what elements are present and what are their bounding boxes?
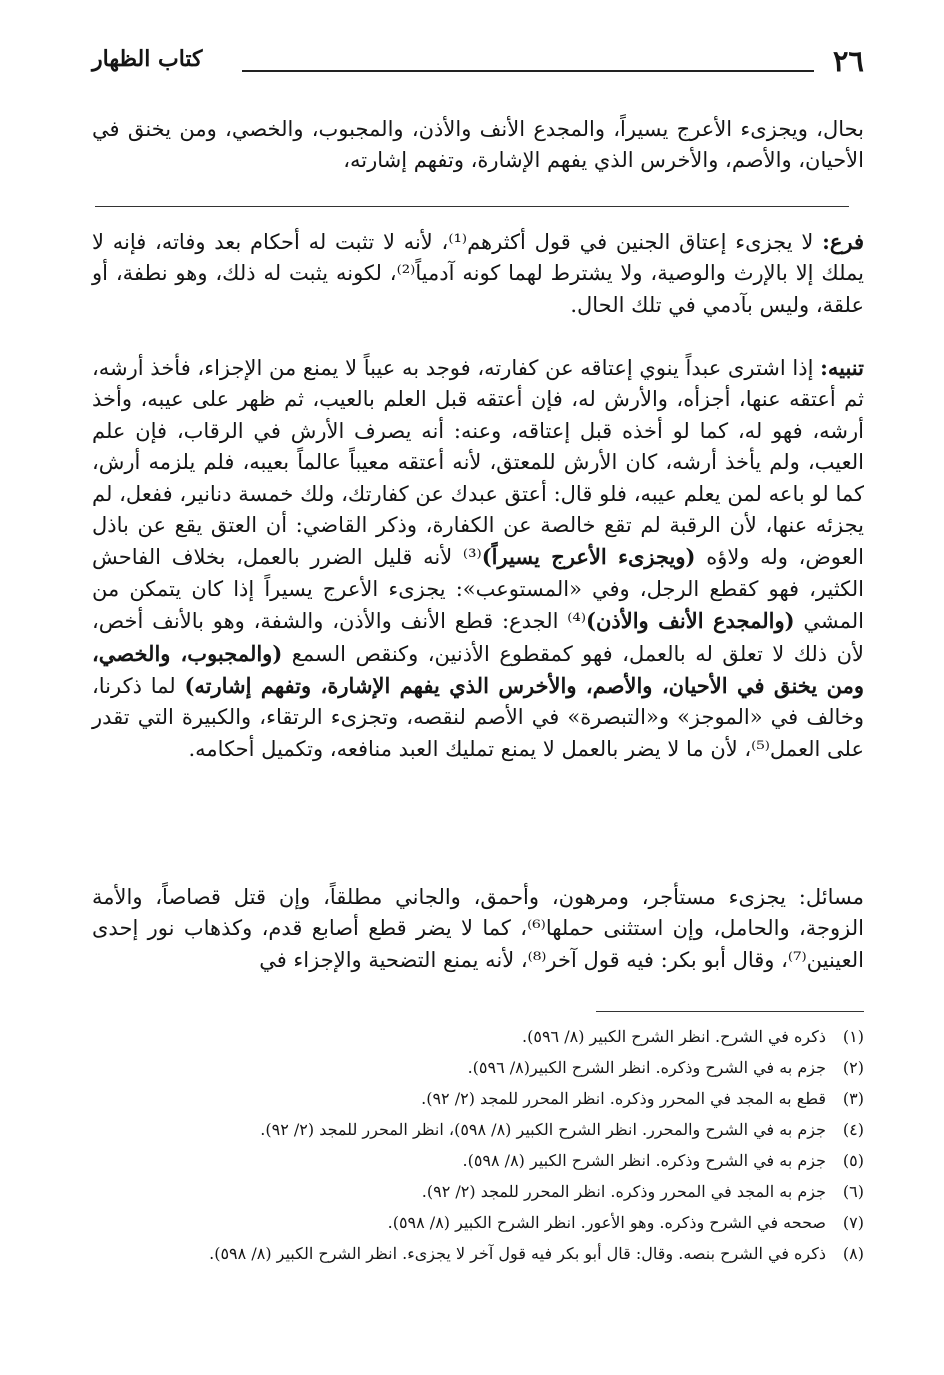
footnote-number: (٣) [842,1089,864,1108]
footnote [92,1052,864,1083]
header-rule [242,70,814,72]
footnote-rule [596,1011,864,1012]
footnote [92,1083,864,1114]
footnote [92,1176,864,1207]
running-title: كتاب الظهار [92,46,203,72]
tanbih-text-3: ⁽⁴⁾ الجدع: قطع الأنف والأذن، والشفة، وهو بالأنف أخص، لأن ذلك لا تعلق له بالعمل، فهو كمقطوع الأذنين، وكنقص السمع [92,609,864,666]
footnote [92,1207,864,1238]
footnote-text: صححه في الشرح وذكره. وهو الأعور. انظر الشرح الكبير (٨/ ٥٩٨). [387,1213,826,1232]
footnotes [92,1021,864,1269]
footnote-number: (٦) [842,1182,864,1201]
footnote-number: (٥) [842,1151,864,1170]
footnote [92,1238,864,1269]
masail-paragraph: مسائل: يجزىء مستأجر، ومرهون، وأحمق، والجاني مطلقاً، وإن قتل قصاصاً، والأمة الزوجة، والحامل، وإن استثنى حملها⁽⁶⁾، كما لا يضر قطع أصابع قدم، وكذهاب نور إحدى العينين⁽⁷⁾، وقال أبو بكر: فيه قول آخر⁽⁸⁾، لأنه يمنع التضحية والإجزاء في [92,885,864,972]
footnote-text: ذكره في الشرح. انظر الشرح الكبير (٨/ ٥٩٦). [522,1027,826,1046]
far-text: لا يجزىء إعتاق الجنين في قول أكثرهم⁽¹⁾، لأنه لا تثبت له أحكام بعد وفاته، فإنه لا يملك إلا بالإرث والوصية، ولا يشترط لهما كونه آدمياً⁽²⁾، لكونه يثبت له ذلك، وهو نطفة، أو علقة، وليس بآدمي في تلك الحال. [92,230,865,317]
footnote [92,1114,864,1145]
footnote-number: (٨) [842,1244,864,1263]
page-header [92,44,864,84]
tanbih-text-4: لما ذكرنا، وخالف في «الموجز» و«التبصرة» في الأصم لنقصه، وتجزىء الرتقاء، والكبيرة التي تقدر على العمل⁽⁵⁾، لأن ما لا يضر بالعمل لا يمنع تمليك العبد منافعه، وتكميل أحكامه. [92,674,864,761]
footnote-text: جزم به في الشرح والمحرر. انظر الشرح الكبير (٨/ ٥٩٨)، انظر المحرر للمجد (٢/ ٩٢). [260,1120,826,1139]
commentary-far [92,226,864,321]
tanbih-bold-3: (والمجبوب، والخصي، ومن يخنق في الأحيان، والأصم، والأخرس الذي يفهم الإشارة، وتفهم إشارته) [92,640,864,699]
tanbih-bold-2: (والمجدع الأنف والأذن) [586,608,795,634]
footnote-text: ذكره في الشرح بنصه. وقال: قال أبو بكر فيه قول آخر لا يجزىء. انظر الشرح الكبير (٨/ ٥٩٨). [209,1244,826,1263]
footnote [92,1021,864,1052]
footnote-text: جزم به في الشرح وذكره. انظر الشرح الكبير (٨/ ٥٩٨). [462,1151,826,1170]
footnote-number: (٧) [842,1213,864,1232]
footnote-number: (٢) [842,1058,864,1077]
tanbih-text-1: إذا اشترى عبداً ينوي إعتاقه عن كفارته، فوجد به عيباً لا يمنع من الإجزاء، فأخذ أرشه، ثم أعتقه عنها، أجزأه، والأرش له، فإن أعتقه قبل العلم بالعيب، ثم ظهر على عيبه، وأخذ أرشه، فهو له، كما لو أخذه قبل إعتاقه، وعنه: أنه يصرف الأرش في الرقاب، فإن علم العيب، ولم يأخذ أرشه، كان الأرش للمعتق، لأنه أعتقه معيباً عالماً بعيبه، فلم يلزمه أرش، كما لو باعه لمن يعلم عيبه، فلو قال: أعتق عبدك عن كفارتك، ولك خمسة دنانير، ففعل، لم يجزئه عنها، لأن الرقبة لم تقع خالصة عن الكفارة، وذكر القاضي: أن العتق يقع عن باذل العوض، وله ولاؤه [92,356,865,570]
footnote [92,1145,864,1176]
footnote-text: قطع به المجد في المحرر وذكره. انظر المحرر للمجد (٢/ ٩٢). [421,1089,826,1108]
commentary-masail [92,882,864,976]
matn-text [92,114,864,177]
matn-paragraph: بحال، ويجزىء الأعرج يسيراً، والمجدع الأنف والأذن، والمجبوب، والخصي، ومن يخنق في الأحيان، والأصم، والأخرس الذي يفهم الإشارة، وتفهم إشارته، [92,117,864,173]
tanbih-label: تنبيه: [820,355,864,380]
footnote-text: جزم به في الشرح وذكره. انظر الشرح الكبير(٨/ ٥٩٦). [467,1058,826,1077]
commentary-tanbih [92,352,864,765]
page-number: ٢٦ [832,44,864,78]
tanbih-bold-1: (ويجزىء الأعرج يسيراً) [481,544,696,570]
matn-divider [95,206,849,207]
footnote-text: جزم به المجد في المحرر وذكره. انظر المحرر للمجد (٢/ ٩٢). [421,1182,826,1201]
footnote-number: (٤) [842,1120,864,1139]
far-label: فرع: [822,229,865,254]
far-paragraph [92,226,864,321]
tanbih-paragraph [92,352,864,765]
tanbih-text-2: ⁽³⁾ لأنه قليل الضرر بالعمل، بخلاف الفاحش الكثير، فهو كقطع الرجل، وفي «المستوعب»: يجزىء الأعرج يسيراً إذا كان يتمكن من المشي [92,545,864,634]
footnote-number: (١) [842,1027,864,1046]
